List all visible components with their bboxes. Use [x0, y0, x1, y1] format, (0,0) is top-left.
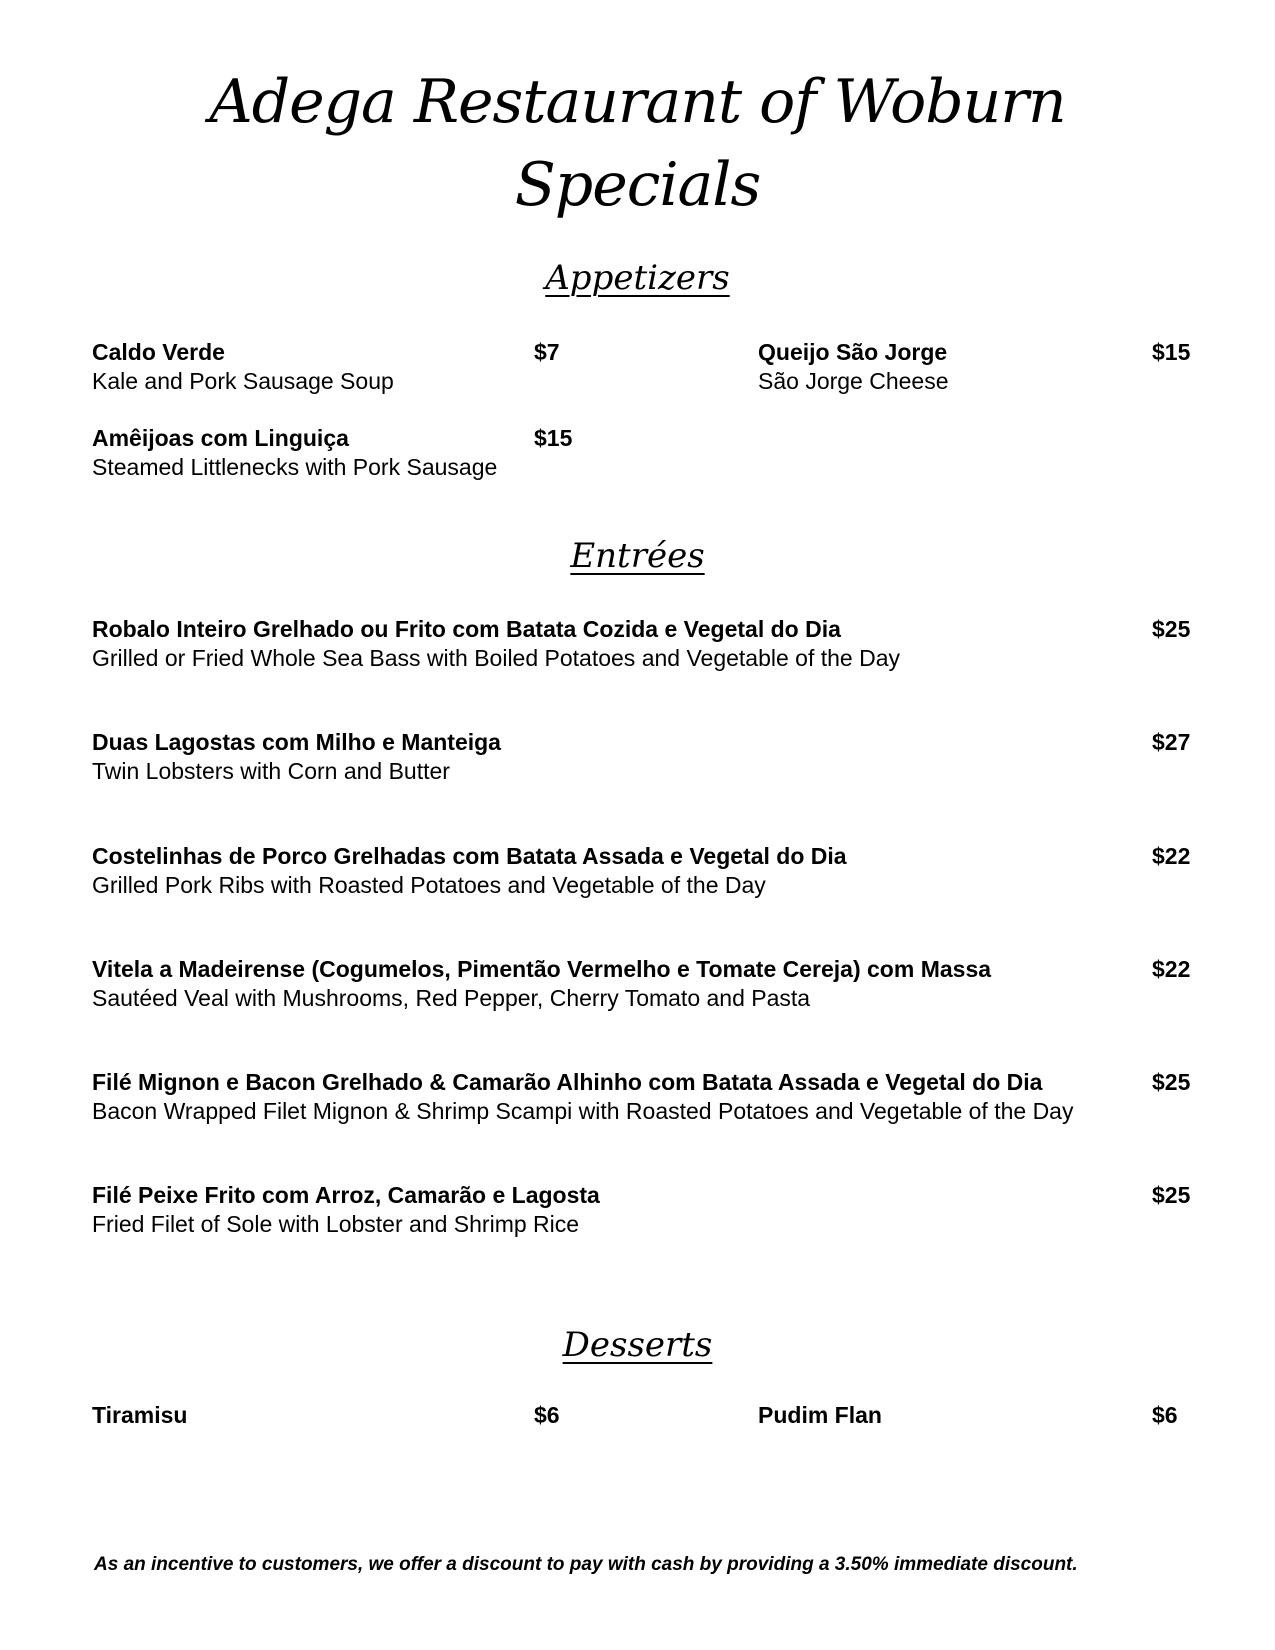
entree-price: $25: [1152, 1182, 1191, 1208]
appetizer-price: $15: [1152, 339, 1191, 365]
dessert-name: Pudim Flan: [758, 1402, 882, 1428]
appetizer-price: $15: [534, 425, 573, 451]
appetizer-price: $7: [534, 339, 560, 365]
entree-desc: Grilled Pork Ribs with Roasted Potatoes and Vegetable of the Day: [92, 872, 766, 898]
cash-discount-note: As an incentive to customers, we offer a discount to pay with cash by providing a 3.50% immediate discount.: [94, 1554, 1078, 1575]
entree-price: $22: [1152, 956, 1191, 982]
dessert-name: Tiramisu: [92, 1402, 188, 1428]
appetizer-name: Queijo São Jorge: [758, 339, 948, 365]
appetizer-desc: Steamed Littlenecks with Pork Sausage: [92, 454, 498, 480]
entree-name: Costelinhas de Porco Grelhadas com Batata Assada e Vegetal do Dia: [92, 843, 847, 869]
entree-price: $25: [1152, 616, 1191, 642]
entree-desc: Sautéed Veal with Mushrooms, Red Pepper, Cherry Tomato and Pasta: [92, 985, 811, 1011]
entree-desc: Grilled or Fried Whole Sea Bass with Boiled Potatoes and Vegetable of the Day: [92, 645, 901, 671]
page-title-line2: Specials: [514, 150, 761, 220]
entree-desc: Twin Lobsters with Corn and Butter: [92, 758, 450, 784]
entree-name: Robalo Inteiro Grelhado ou Frito com Batata Cozida e Vegetal do Dia: [92, 616, 841, 642]
entree-name: Vitela a Madeirense (Cogumelos, Pimentão Vermelho e Tomate Cereja) com Massa: [92, 956, 992, 982]
entree-desc: Bacon Wrapped Filet Mignon & Shrimp Scampi with Roasted Potatoes and Vegetable of the Day: [92, 1098, 1074, 1124]
entree-name: Duas Lagostas com Milho e Manteiga: [92, 729, 501, 755]
desserts-heading: Desserts: [562, 1325, 713, 1365]
entree-price: $22: [1152, 843, 1191, 869]
dessert-price: $6: [534, 1402, 560, 1428]
entree-price: $27: [1152, 729, 1191, 755]
dessert-price: $6: [1152, 1402, 1178, 1428]
entree-price: $25: [1152, 1069, 1191, 1095]
entree-desc: Fried Filet of Sole with Lobster and Shrimp Rice: [92, 1211, 580, 1237]
appetizer-desc: Kale and Pork Sausage Soup: [92, 368, 394, 394]
entrees-heading: Entrées: [570, 536, 705, 576]
appetizers-heading: Appetizers: [545, 258, 730, 298]
appetizer-name: Caldo Verde: [92, 339, 225, 365]
appetizer-desc: São Jorge Cheese: [758, 368, 949, 394]
entree-name: Filé Mignon e Bacon Grelhado & Camarão Alhinho com Batata Assada e Vegetal do Dia: [92, 1069, 1043, 1095]
appetizer-name: Amêijoas com Linguiça: [92, 425, 349, 451]
page-title-line1: Adega Restaurant of Woburn: [209, 67, 1066, 137]
entree-name: Filé Peixe Frito com Arroz, Camarão e Lagosta: [92, 1182, 600, 1208]
